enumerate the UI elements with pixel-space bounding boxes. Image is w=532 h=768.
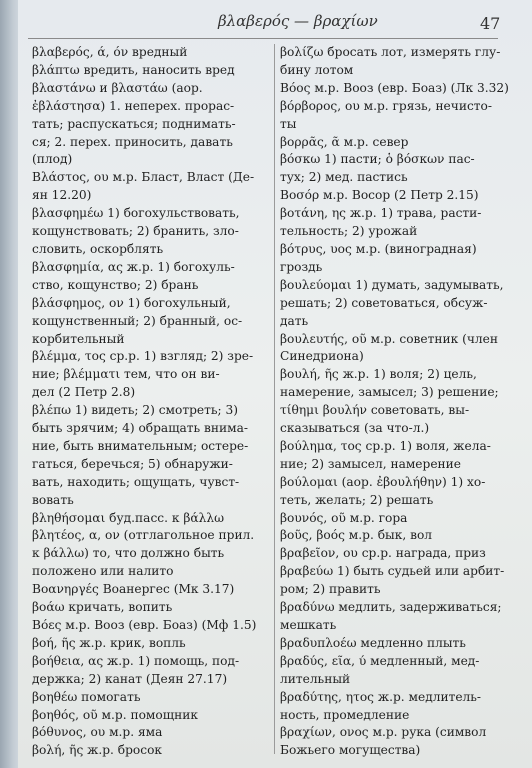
dictionary-line: βλητέος, α, ον (отглагольное прил. [32, 528, 255, 543]
dictionary-line: βολή, ῆς ж.р. бросок [32, 743, 163, 758]
running-header: βλαβερός — βραχίων [218, 12, 378, 30]
right-column [280, 44, 516, 760]
dictionary-line: ние; 2) замысел, намерение [280, 456, 461, 471]
dictionary-line: βραδυπλοέω медленно плыть [280, 635, 466, 650]
dictionary-line: βραχίων, ονος м.р. рука (символ [280, 725, 487, 740]
dictionary-line: сказываться (за что-л.) [280, 421, 430, 436]
dictionary-line: βουνός, οῦ м.р. гора [280, 510, 408, 525]
dictionary-line: βλασφημέω 1) богохульствовать, [32, 206, 240, 221]
dictionary-line: ром; 2) править [280, 582, 381, 597]
dictionary-line: βόσκω 1) пасти; ὁ βόσκων пас- [280, 152, 475, 167]
dictionary-line: ся; 2. перех. приносить, давать [32, 134, 233, 149]
dictionary-line: ность, промедление [280, 707, 410, 722]
dictionary-line: βούλημα, τος ср.р. 1) воля, жела- [280, 438, 491, 453]
dictionary-line: βλασφημία, ας ж.р. 1) богохуль- [32, 259, 235, 274]
dictionary-line: корбительный [32, 331, 125, 346]
dictionary-line: βολίζω бросать лот, измерять глу- [280, 45, 501, 59]
dictionary-line: Βλάστος, ου м.р. Бласт, Власт (Де- [32, 170, 255, 185]
dictionary-line: βλάπτω вредить, наносить вред [32, 62, 235, 77]
dictionary-line: Синедриона) [280, 349, 364, 364]
dictionary-line: вовать [32, 492, 74, 507]
dictionary-line: тать; распускаться; поднимать- [32, 116, 236, 131]
dictionary-line: βουλεύομαι 1) думать, задумывать, [280, 277, 504, 292]
dictionary-line: ἐβλάστησα) 1. неперех. прорас- [32, 98, 235, 113]
dictionary-line: кощунственный; 2) бранный, ос- [32, 313, 243, 328]
dictionary-line: βορρᾶς, ᾶ м.р. север [280, 134, 409, 149]
column-divider [274, 44, 275, 754]
dictionary-line: дел (2 Петр 2.8) [32, 385, 136, 400]
dictionary-line: Βόες м.р. Вооз (евр. Боаз) (Мф 1.5) [32, 618, 257, 632]
dictionary-line: βλέμμα, τος ср.р. 1) взгляд; 2) зре- [32, 349, 254, 364]
dictionary-line: гаться, беречься; 5) обнаружи- [32, 456, 233, 471]
dictionary-line: ние, быть внимательным; остере- [32, 438, 249, 453]
dictionary-line: бину лотом [280, 62, 354, 77]
dictionary-line: βοήθεια, ας ж.р. 1) помощь, под- [32, 653, 240, 668]
dictionary-line: ян 12.20) [32, 188, 92, 203]
dictionary-line: Βοσόρ м.р. Восор (2 Петр 2.15) [280, 188, 479, 203]
dictionary-line: решать; 2) советоваться, обсуж- [280, 295, 488, 310]
dictionary-line: βλαστάνω и βλαστάω (аор. [32, 80, 203, 95]
dictionary-line: дать [280, 313, 309, 328]
dictionary-line: βούλομαι (аор. ἐβουλήθην) 1) хо- [280, 474, 486, 489]
dictionary-page [18, 0, 532, 768]
dictionary-line: к βάλλω) то, что должно быть [32, 546, 225, 561]
dictionary-line: Βόος м.р. Вооз (евр. Боаз) (Лк 3.32) [280, 80, 509, 95]
dictionary-line: (плод) [32, 152, 73, 167]
dictionary-line: βοηθός, οῦ м.р. помощник [32, 707, 198, 722]
dictionary-line: кощунствовать; 2) бранить, зло- [32, 224, 239, 239]
dictionary-line: βουλευτής, οῦ м.р. советник (член [280, 331, 498, 346]
dictionary-line: ство, кощунство; 2) брань [32, 277, 199, 292]
dictionary-line: βοάω кричать, вопить [32, 600, 173, 615]
dictionary-line: быть зрячим; 4) обращать внима- [32, 421, 249, 436]
dictionary-line: βραδύνω медлить, задерживаться; [280, 600, 502, 615]
dictionary-line: гроздь [280, 259, 323, 274]
dictionary-line: держка; 2) канат (Деян 27.17) [32, 671, 228, 686]
dictionary-line: βοτάνη, ης ж.р. 1) трава, расти- [280, 206, 482, 221]
dictionary-line: βοηθέω помогать [32, 689, 141, 704]
dictionary-line: βόθυνος, ου м.р. яма [32, 725, 163, 740]
dictionary-line: ты [280, 116, 297, 131]
dictionary-line: тух; 2) мед. пастись [280, 170, 408, 185]
dictionary-line: βλαβερός, ά, όν вредный [32, 45, 188, 59]
dictionary-line: βλάσφημος, ον 1) богохульный, [32, 295, 231, 310]
dictionary-line: ние; βλέμματι тем, что он ви- [32, 367, 220, 382]
header-rule [28, 38, 498, 39]
dictionary-line: мешкать [280, 618, 337, 632]
left-column [32, 44, 272, 760]
page-number: 47 [480, 14, 501, 33]
dictionary-line: лительный [280, 671, 351, 686]
dictionary-line: Βοανηργές Воанергес (Мк 3.17) [32, 582, 235, 597]
dictionary-line: βληθήσομαι буд.пасс. к βάλλω [32, 510, 225, 525]
dictionary-line: положено или налито [32, 564, 174, 579]
dictionary-line: τίθημι βουλήν советовать, вы- [280, 403, 470, 418]
dictionary-line: Божьего могущества) [280, 743, 421, 758]
dictionary-line: словить, оскорблять [32, 241, 164, 256]
dictionary-line: βραβεύω 1) быть судьей или арбит- [280, 564, 505, 579]
dictionary-line: βότρυς, υος м.р. (виноградная) [280, 241, 477, 256]
dictionary-line: намерение, замысел; 3) решение; [280, 385, 499, 400]
dictionary-line: βραδύς, εῖα, ύ медленный, мед- [280, 653, 480, 668]
dictionary-line: теть, желать; 2) решать [280, 492, 434, 507]
dictionary-line: βόρβορος, ου м.р. грязь, нечисто- [280, 98, 492, 113]
dictionary-line: βοή, ῆς ж.р. крик, вопль [32, 635, 186, 650]
dictionary-line: βοῦς, βοός м.р. бык, вол [280, 528, 433, 543]
dictionary-line: βραδύτης, ητος ж.р. медлитель- [280, 689, 482, 704]
dictionary-line: βουλή, ῆς ж.р. 1) воля; 2) цель, [280, 367, 477, 382]
dictionary-line: βλέπω 1) видеть; 2) смотреть; 3) [32, 403, 238, 418]
dictionary-line: тельность; 2) урожай [280, 224, 418, 239]
dictionary-line: вать, находить; ощущать, чувст- [32, 474, 240, 489]
dictionary-line: βραβεῖον, ου ср.р. награда, приз [280, 546, 486, 561]
